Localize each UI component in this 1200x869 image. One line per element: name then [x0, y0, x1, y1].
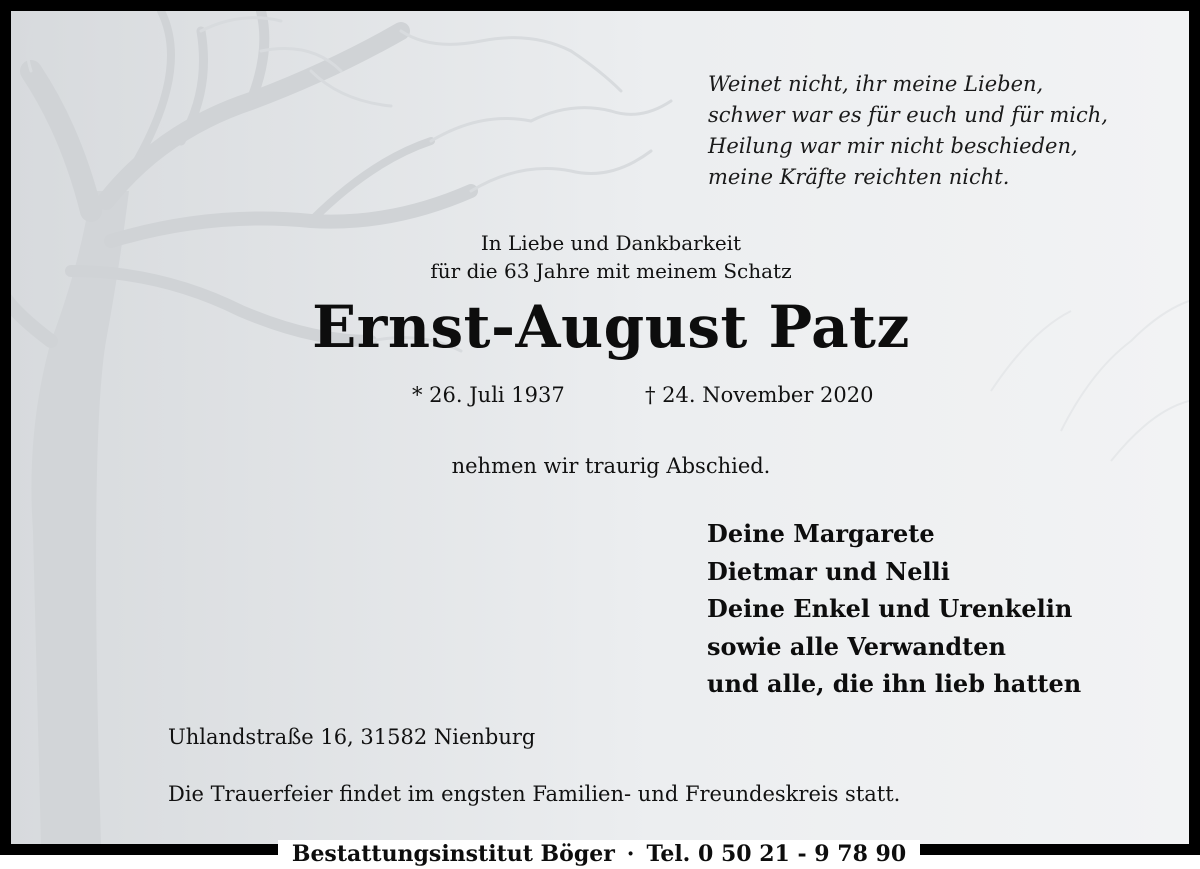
family-member: sowie alle Verwandten [707, 631, 1006, 661]
family-member: und alle, die ihn lieb hatten [707, 669, 1082, 698]
farewell-text: nehmen wir traurig Abschied. [451, 454, 771, 478]
poem-line: Heilung war mir nicht beschieden, [708, 134, 1078, 158]
footer-separator: · [626, 841, 635, 867]
intro-line-1: In Liebe und Dankbarkeit [480, 231, 742, 255]
poem-line: Weinet nicht, ihr meine Lieben, [708, 72, 1044, 96]
family-list [707, 515, 1081, 703]
ceremony-note: Die Trauerfeier findet im engsten Familien- und Freundeskreis statt. [168, 782, 901, 806]
poem-line: schwer war es für euch und für mich, [708, 103, 1108, 127]
deceased-name: Ernst-August Patz [312, 293, 910, 361]
poem-line: meine Kräfte reichten nicht. [708, 165, 1010, 189]
funeral-home-phone: Tel. 0 50 21 - 9 78 90 [646, 841, 907, 867]
birth-date: * 26. Juli 1937 [412, 383, 565, 407]
family-member: Deine Enkel und Urenkelin [707, 594, 1073, 623]
funeral-home-name: Bestattungsinstitut Böger [291, 841, 615, 867]
funeral-home-footer [278, 840, 920, 869]
address: Uhlandstraße 16, 31582 Nienburg [168, 725, 536, 749]
intro-line-2: für die 63 Jahre mit meinem Schatz [430, 259, 792, 283]
poem [708, 69, 1108, 193]
family-member: Deine Margarete [707, 519, 935, 548]
family-member: Dietmar und Nelli [707, 556, 950, 586]
footer-bar [278, 840, 920, 869]
death-date: † 24. November 2020 [645, 383, 874, 407]
